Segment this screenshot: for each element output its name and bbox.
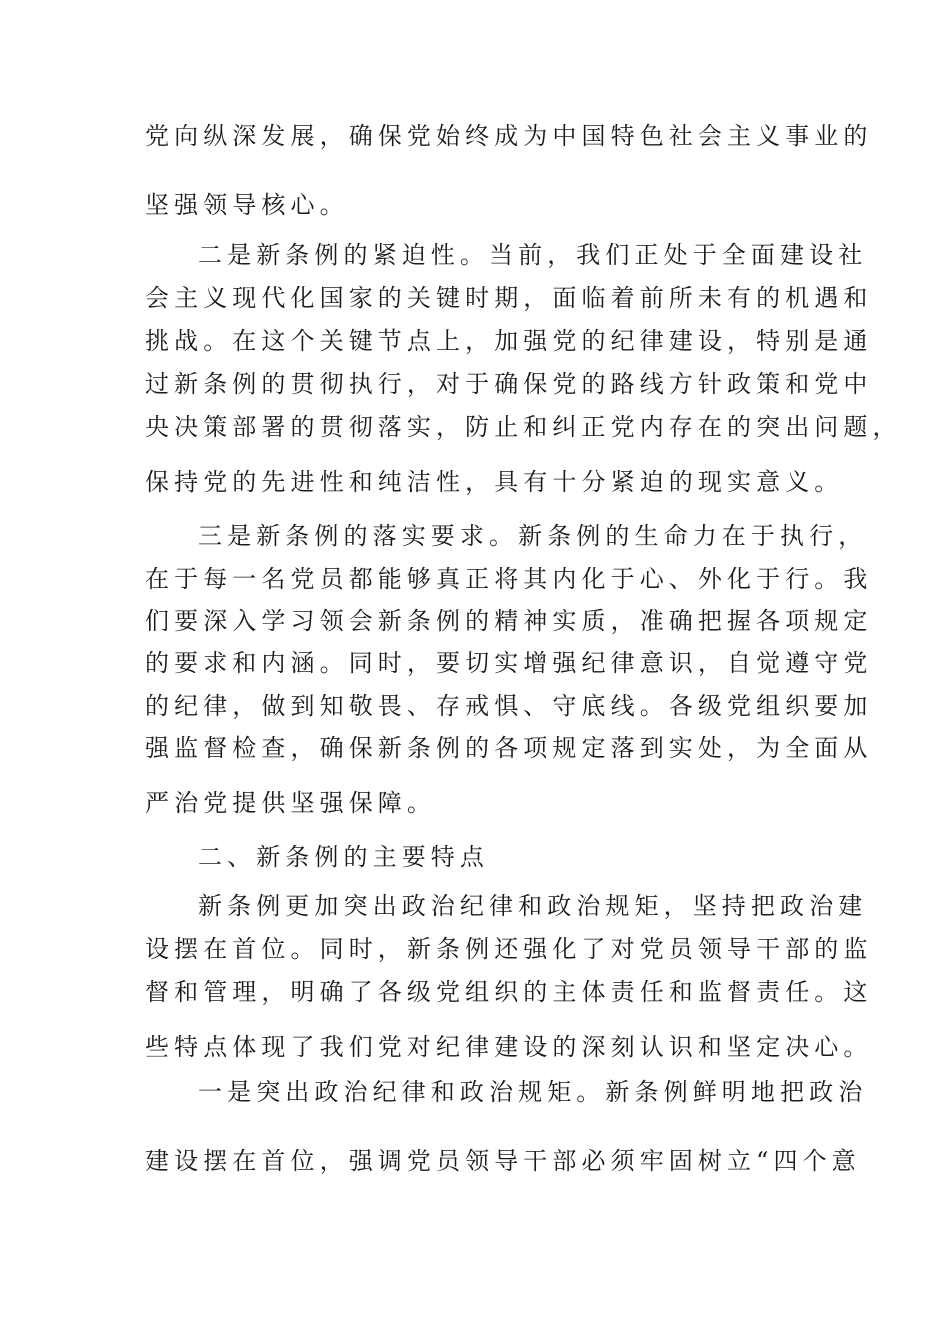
text-line: 挑战。在这个关键节点上，加强党的纪律建设，特别是通	[145, 327, 873, 355]
text-line: 些特点体现了我们党对纪律建设的深刻认识和坚定决心。	[145, 1033, 873, 1061]
paragraph-start-line: 一是突出政治纪律和政治规矩。新条例鲜明地把政治	[198, 1078, 868, 1106]
text-line: 坚强领导核心。	[145, 191, 349, 219]
text-line: 的要求和内涵。同时，要切实增强纪律意识，自觉遵守党	[145, 649, 873, 677]
paragraph-start-line: 三是新条例的落实要求。新条例的生命力在于执行，	[198, 522, 868, 550]
text-line: 保持党的先进性和纯洁性，具有十分紧迫的现实意义。	[145, 468, 844, 496]
section-heading: 二、新条例的主要特点	[198, 843, 489, 871]
text-line: 的纪律，做到知敬畏、存戒惧、守底线。各级党组织要加	[145, 692, 873, 720]
text-line: 建设摆在首位，强调党员领导干部必须牢固树立“四个意	[145, 1147, 861, 1175]
text-line: 督和管理，明确了各级党组织的主体责任和监督责任。这	[145, 978, 873, 1006]
text-line: 会主义现代化国家的关键时期，面临着前所未有的机遇和	[145, 284, 873, 312]
text-line: 在于每一名党员都能够真正将其内化于心、外化于行。我	[145, 565, 873, 593]
text-line: 强监督检查，确保新条例的各项规定落到实处，为全面从	[145, 734, 873, 762]
paragraph-start-line: 新条例更加突出政治纪律和政治规矩，坚持把政治建	[198, 892, 868, 920]
text-line: 们要深入学习领会新条例的精神实质，准确把握各项规定	[145, 607, 873, 635]
text-line: 设摆在首位。同时，新条例还强化了对党员领导干部的监	[145, 935, 873, 963]
text-line: 党向纵深发展，确保党始终成为中国特色社会主义事业的	[145, 122, 873, 150]
paragraph-start-line: 二是新条例的紧迫性。当前，我们正处于全面建设社	[198, 241, 868, 269]
text-line: 严治党提供坚强保障。	[145, 789, 436, 817]
text-line: 过新条例的贯彻执行，对于确保党的路线方针政策和党中	[145, 370, 873, 398]
text-line: 央决策部署的贯彻落实，防止和纠正党内存在的突出问题，	[145, 413, 902, 441]
